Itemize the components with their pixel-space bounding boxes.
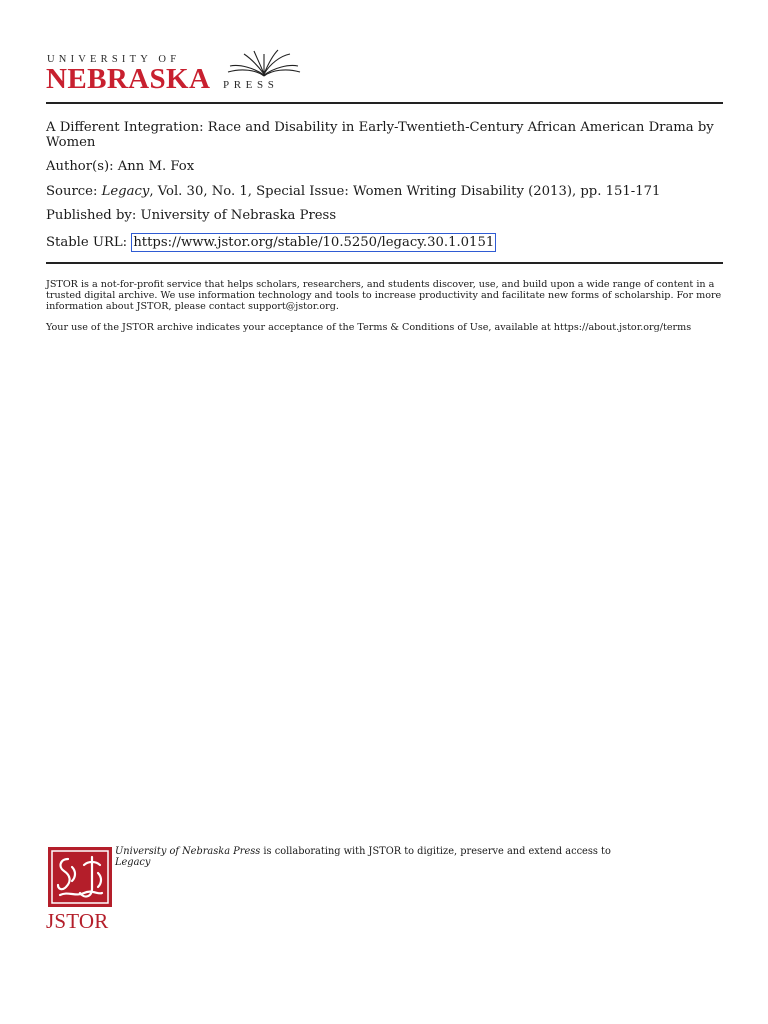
collab-publisher: University of Nebraska Press — [115, 846, 261, 857]
terms-notice-paragraph: Your use of the JSTOR archive indicates your acceptance of the Terms & Conditions of Use, available at https://about.jstor.org/terms — [46, 322, 692, 333]
publisher-line — [46, 208, 726, 223]
section-divider — [46, 262, 723, 264]
stable-url-link[interactable]: https://www.jstor.org/stable/10.5250/legacy.30.1.0151 — [133, 235, 495, 250]
source-journal: Legacy — [101, 184, 150, 199]
logo-press-text: PRESS — [223, 79, 279, 91]
stable-url-label: Stable URL: — [46, 235, 128, 250]
logo-main-text: NEBRASKA — [46, 63, 211, 95]
source-line — [46, 184, 726, 199]
collab-text: is collaborating with JSTOR to digitize, preserve and extend access to — [260, 846, 611, 857]
article-title: A Different Integration: Race and Disability in Early-Twentieth-Century African American Drama by Women — [46, 120, 714, 150]
jstor-wordmark: JSTOR — [46, 909, 109, 933]
open-book-icon — [224, 48, 304, 80]
jstor-emblem-icon — [48, 847, 112, 907]
publisher-value: University of Nebraska Press — [140, 208, 337, 223]
publisher-logo — [46, 46, 316, 96]
source-details: , Vol. 30, No. 1, Special Issue: Women Writing Disability (2013), pp. 151-171 — [149, 184, 661, 199]
source-label: Source: — [46, 184, 98, 199]
authors-label: Author(s): — [46, 159, 114, 174]
jstor-notice-paragraph: JSTOR is a not-for-profit service that helps scholars, researchers, and students discover, use, and build upon a wide range of content in a trusted digital archive. We use information technology and tools to increase productivity and facilitate new forms of scholarship. For more information about JSTOR, please contact support@jstor.org. — [46, 279, 722, 313]
jstor-logo — [46, 845, 116, 935]
collaboration-statement — [115, 846, 725, 868]
publisher-label: Published by: — [46, 208, 137, 223]
collab-journal: Legacy — [115, 857, 151, 868]
authors-value: Ann M. Fox — [117, 159, 195, 174]
stable-url-line — [46, 233, 726, 252]
authors-line — [46, 159, 726, 174]
logo-top-text: UNIVERSITY OF — [47, 54, 181, 65]
header-divider — [46, 102, 723, 104]
